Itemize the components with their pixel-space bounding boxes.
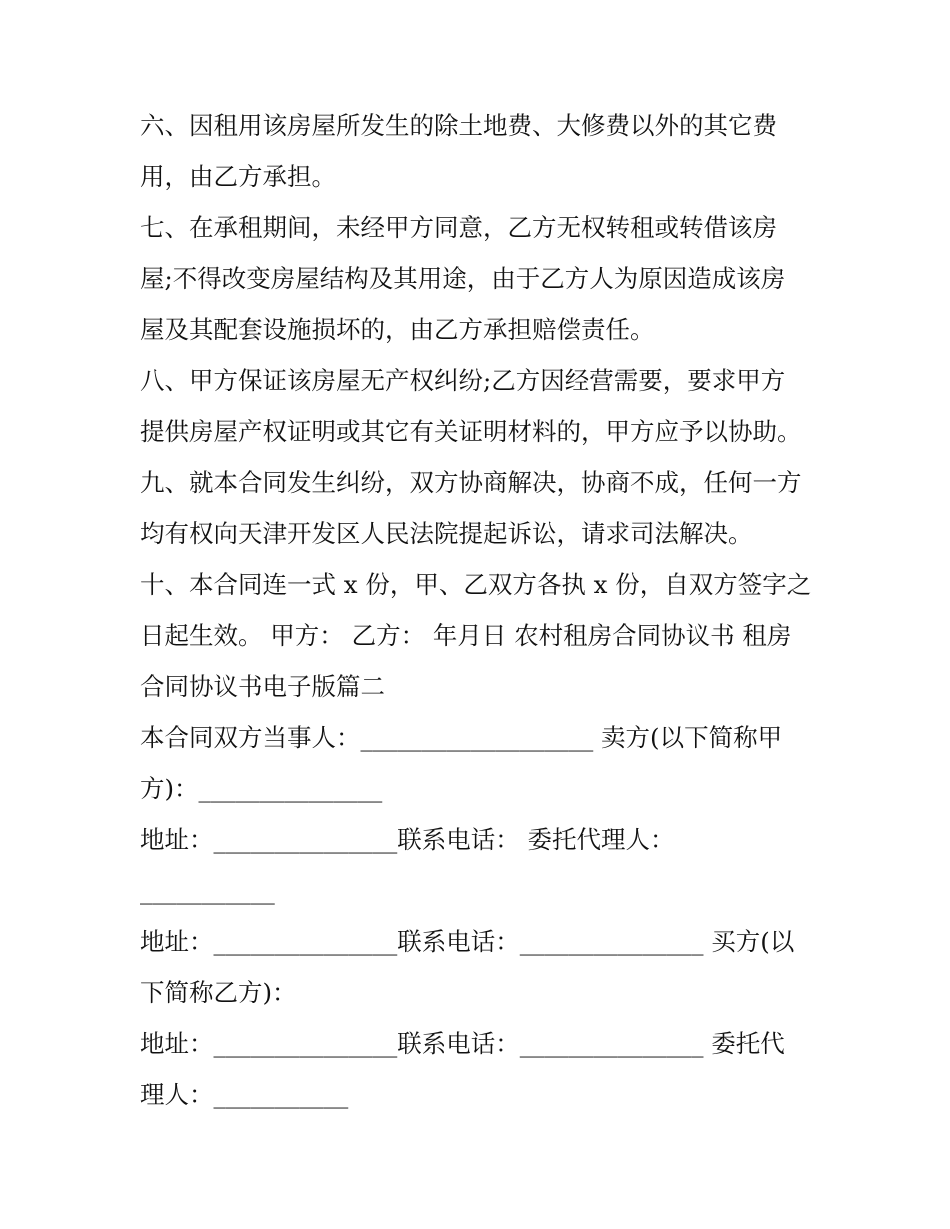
text-line: 提供房屋产权证明或其它有关证明材料的，甲方应予以协助。 (140, 417, 802, 446)
text-line: 合同协议书电子版篇二 (140, 672, 385, 701)
text-line: 下简称乙方)： (140, 978, 297, 1007)
text-line: 屋及其配套设施损坏的，由乙方承担赔偿责任。 (140, 315, 655, 344)
text-line: 地址：_______________联系电话：_______________ 买方(以 (140, 927, 795, 956)
text-line: 理人：___________ (140, 1080, 349, 1109)
text-line: 八、甲方保证该房屋无产权纠纷;乙方因经营需要，要求甲方 (140, 366, 786, 395)
text-line: 九、就本合同发生纠纷，双方协商解决，协商不成，任何一方 (140, 468, 802, 497)
text-line: 地址：_______________联系电话：_______________ 委托代 (140, 1029, 785, 1058)
text-line: 日起生效。 甲方： 乙方： 年月日 农村租房合同协议书 租房 (140, 621, 792, 650)
text-line: 屋;不得改变房屋结构及其用途，由于乙方人为原因造成该房 (140, 264, 786, 293)
text-line: 六、因租用该房屋所发生的除土地费、大修费以外的其它费 (140, 111, 777, 140)
text-line: 本合同双方当事人：___________________ 卖方(以下简称甲 (140, 723, 783, 752)
text-line: 地址：_______________联系电话： 委托代理人： (140, 825, 675, 854)
text-line: 十、本合同连一式 x 份，甲、乙双方各执 x 份，自双方签字之 (140, 570, 812, 599)
text-line: 用，由乙方承担。 (140, 162, 336, 191)
text-line: 均有权向天津开发区人民法院提起诉讼，请求司法解决。 (140, 519, 753, 548)
text-line: ___________ (140, 876, 275, 905)
text-line: 方)：_______________ (140, 774, 383, 803)
text-line: 七、在承租期间，未经甲方同意，乙方无权转租或转借该房 (140, 213, 777, 242)
